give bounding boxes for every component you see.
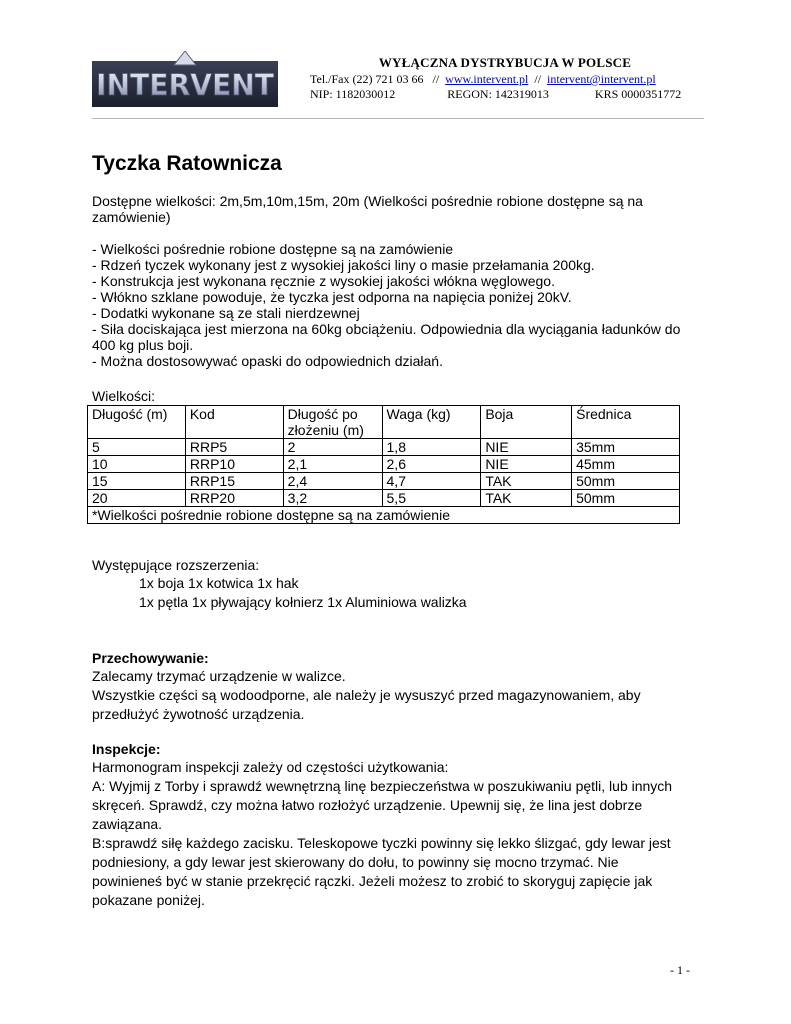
column-header: Długość po złożeniu (m)	[283, 406, 382, 439]
table-row	[88, 439, 680, 456]
column-header: Boja	[481, 406, 572, 439]
table-cell: RRP20	[185, 490, 283, 507]
storage-paragraph	[92, 667, 692, 724]
website-link[interactable]: www.intervent.pl	[445, 72, 529, 86]
sizes-paragraph	[92, 193, 692, 225]
text-line: Dostępne wielkości: 2m,5m,10m,15m, 20m (Wielkości pośrednie robione dostępne są na	[92, 193, 643, 209]
page-number: - 1 -	[670, 963, 690, 977]
list-item: - Można dostosowywać opaski do odpowiednich działań.	[92, 353, 443, 369]
table-cell: RRP15	[185, 473, 283, 490]
table-cell: 50mm	[572, 490, 680, 507]
telfax: Tel./Fax (22) 721 03 66	[310, 72, 424, 86]
inspection-paragraph	[92, 758, 692, 910]
table-cell: NIE	[481, 439, 572, 456]
table-cell: 50mm	[572, 473, 680, 490]
table-cell: 5	[88, 439, 186, 456]
table-cell: 2	[283, 439, 382, 456]
table-footnote: *Wielkości pośrednie robione dostępne są na zamówienie	[88, 507, 680, 524]
table-cell: 4,7	[382, 473, 481, 490]
table-cell: RRP5	[185, 439, 283, 456]
table-row	[88, 456, 680, 473]
table-cell: 3,2	[283, 490, 382, 507]
header-contact-line	[310, 72, 700, 87]
nip: NIP: 1182030012	[310, 87, 396, 101]
list-item: 1x pętla 1x pływający kołnierz 1x Aluminiowa walizka	[139, 594, 467, 610]
text-line: Harmonogram inspekcji zależy od częstości użytkowania:	[92, 759, 449, 775]
text-line: podniesiony, a gdy lewar jest skierowany do dołu, to powinny się mocno trzymać. Nie	[92, 854, 619, 870]
table-cell: 10	[88, 456, 186, 473]
text-line: A: Wyjmij z Torby i sprawdź wewnętrzną linę bezpieczeństwa w poszukiwaniu pętli, lub innych	[92, 778, 673, 794]
table-cell: 15	[88, 473, 186, 490]
list-item: - Rdzeń tyczek wykonany jest z wysokiej jakości liny o masie przełamania 200kg.	[92, 257, 595, 273]
table-cell: TAK	[481, 473, 572, 490]
text-line: B:sprawdź siłę każdego zacisku. Teleskopowe tyczki powinny się lekko ślizgać, gdy lewar jest	[92, 835, 671, 851]
text-line: pokazane poniżej.	[92, 892, 205, 908]
text-line: Wszystkie części są wodoodporne, ale należy je wysuszyć przed magazynowaniem, aby	[92, 687, 641, 703]
table-cell: NIE	[481, 456, 572, 473]
logo-text: INTERVENT	[96, 68, 275, 102]
table-row	[88, 473, 680, 490]
text-line: Zalecamy trzymać urządzenie w walizce.	[92, 668, 346, 684]
text-line: skręceń. Sprawdź, czy można łatwo rozłożyć urządzenie. Upewnij się, że lina jest dobrze	[92, 797, 643, 813]
column-header: Waga (kg)	[382, 406, 481, 439]
table-cell: TAK	[481, 490, 572, 507]
sizes-label: Wielkości:	[92, 388, 156, 404]
table-cell: 45mm	[572, 456, 680, 473]
intervent-logo	[92, 51, 278, 107]
table-cell: 20	[88, 490, 186, 507]
column-header: Długość (m)	[88, 406, 186, 439]
list-item: 400 kg plus boji.	[92, 337, 194, 353]
text-line: zamówienie)	[92, 209, 171, 225]
table-header-row	[88, 406, 680, 439]
text-line: zawiązana.	[92, 816, 163, 832]
extensions-list	[139, 574, 739, 612]
table-cell: 2,1	[283, 456, 382, 473]
table-cell: 1,8	[382, 439, 481, 456]
header-divider	[92, 118, 704, 119]
separator: //	[534, 72, 542, 86]
table-cell: 2,6	[382, 456, 481, 473]
features-list	[92, 241, 692, 369]
table-cell: RRP10	[185, 456, 283, 473]
list-item: - Dodatki wykonane są ze stali nierdzewnej	[92, 305, 360, 321]
list-item: - Konstrukcja jest wykonana ręcznie z wysokiej jakości włókna węglowego.	[92, 273, 555, 289]
column-header: Średnica	[572, 406, 680, 439]
storage-heading: Przechowywanie:	[92, 650, 209, 666]
text-line: powinieneś być w stanie przekręcić rączki. Jeżeli możesz to zrobić to skoryguj zapięcie jak	[92, 873, 653, 889]
regon: REGON: 142319013	[447, 87, 549, 101]
header-registration-line	[310, 87, 700, 102]
list-item: - Wielkości pośrednie robione dostępne są na zamówienie	[92, 241, 454, 257]
text-line: przedłużyć żywotność urządzenia.	[92, 706, 305, 722]
email-link[interactable]: intervent@intervent.pl	[547, 72, 656, 86]
table-footnote-row	[88, 507, 680, 524]
column-header: Kod	[185, 406, 283, 439]
page-title: Tyczka Ratownicza	[92, 152, 282, 175]
list-item: 1x boja 1x kotwica 1x hak	[139, 575, 299, 591]
table-cell: 35mm	[572, 439, 680, 456]
table-row	[88, 490, 680, 507]
krs: KRS 0000351772	[594, 87, 682, 101]
header-title: WYŁĄCZNA DYSTRYBUCJA W POLSCE	[378, 55, 632, 70]
table-cell: 5,5	[382, 490, 481, 507]
list-item: - Włókno szklane powoduje, że tyczka jest odporna na napięcia poniżej 20kV.	[92, 289, 572, 305]
extensions-label: Występujące rozszerzenia:	[92, 557, 260, 573]
table-cell: 2,4	[283, 473, 382, 490]
list-item: - Siła dociskająca jest mierzona na 60kg obciążeniu. Odpowiednia dla wyciągania ładunków do	[92, 321, 681, 337]
inspection-heading: Inspekcje:	[92, 741, 161, 757]
separator: //	[432, 72, 440, 86]
sizes-table	[87, 405, 680, 524]
